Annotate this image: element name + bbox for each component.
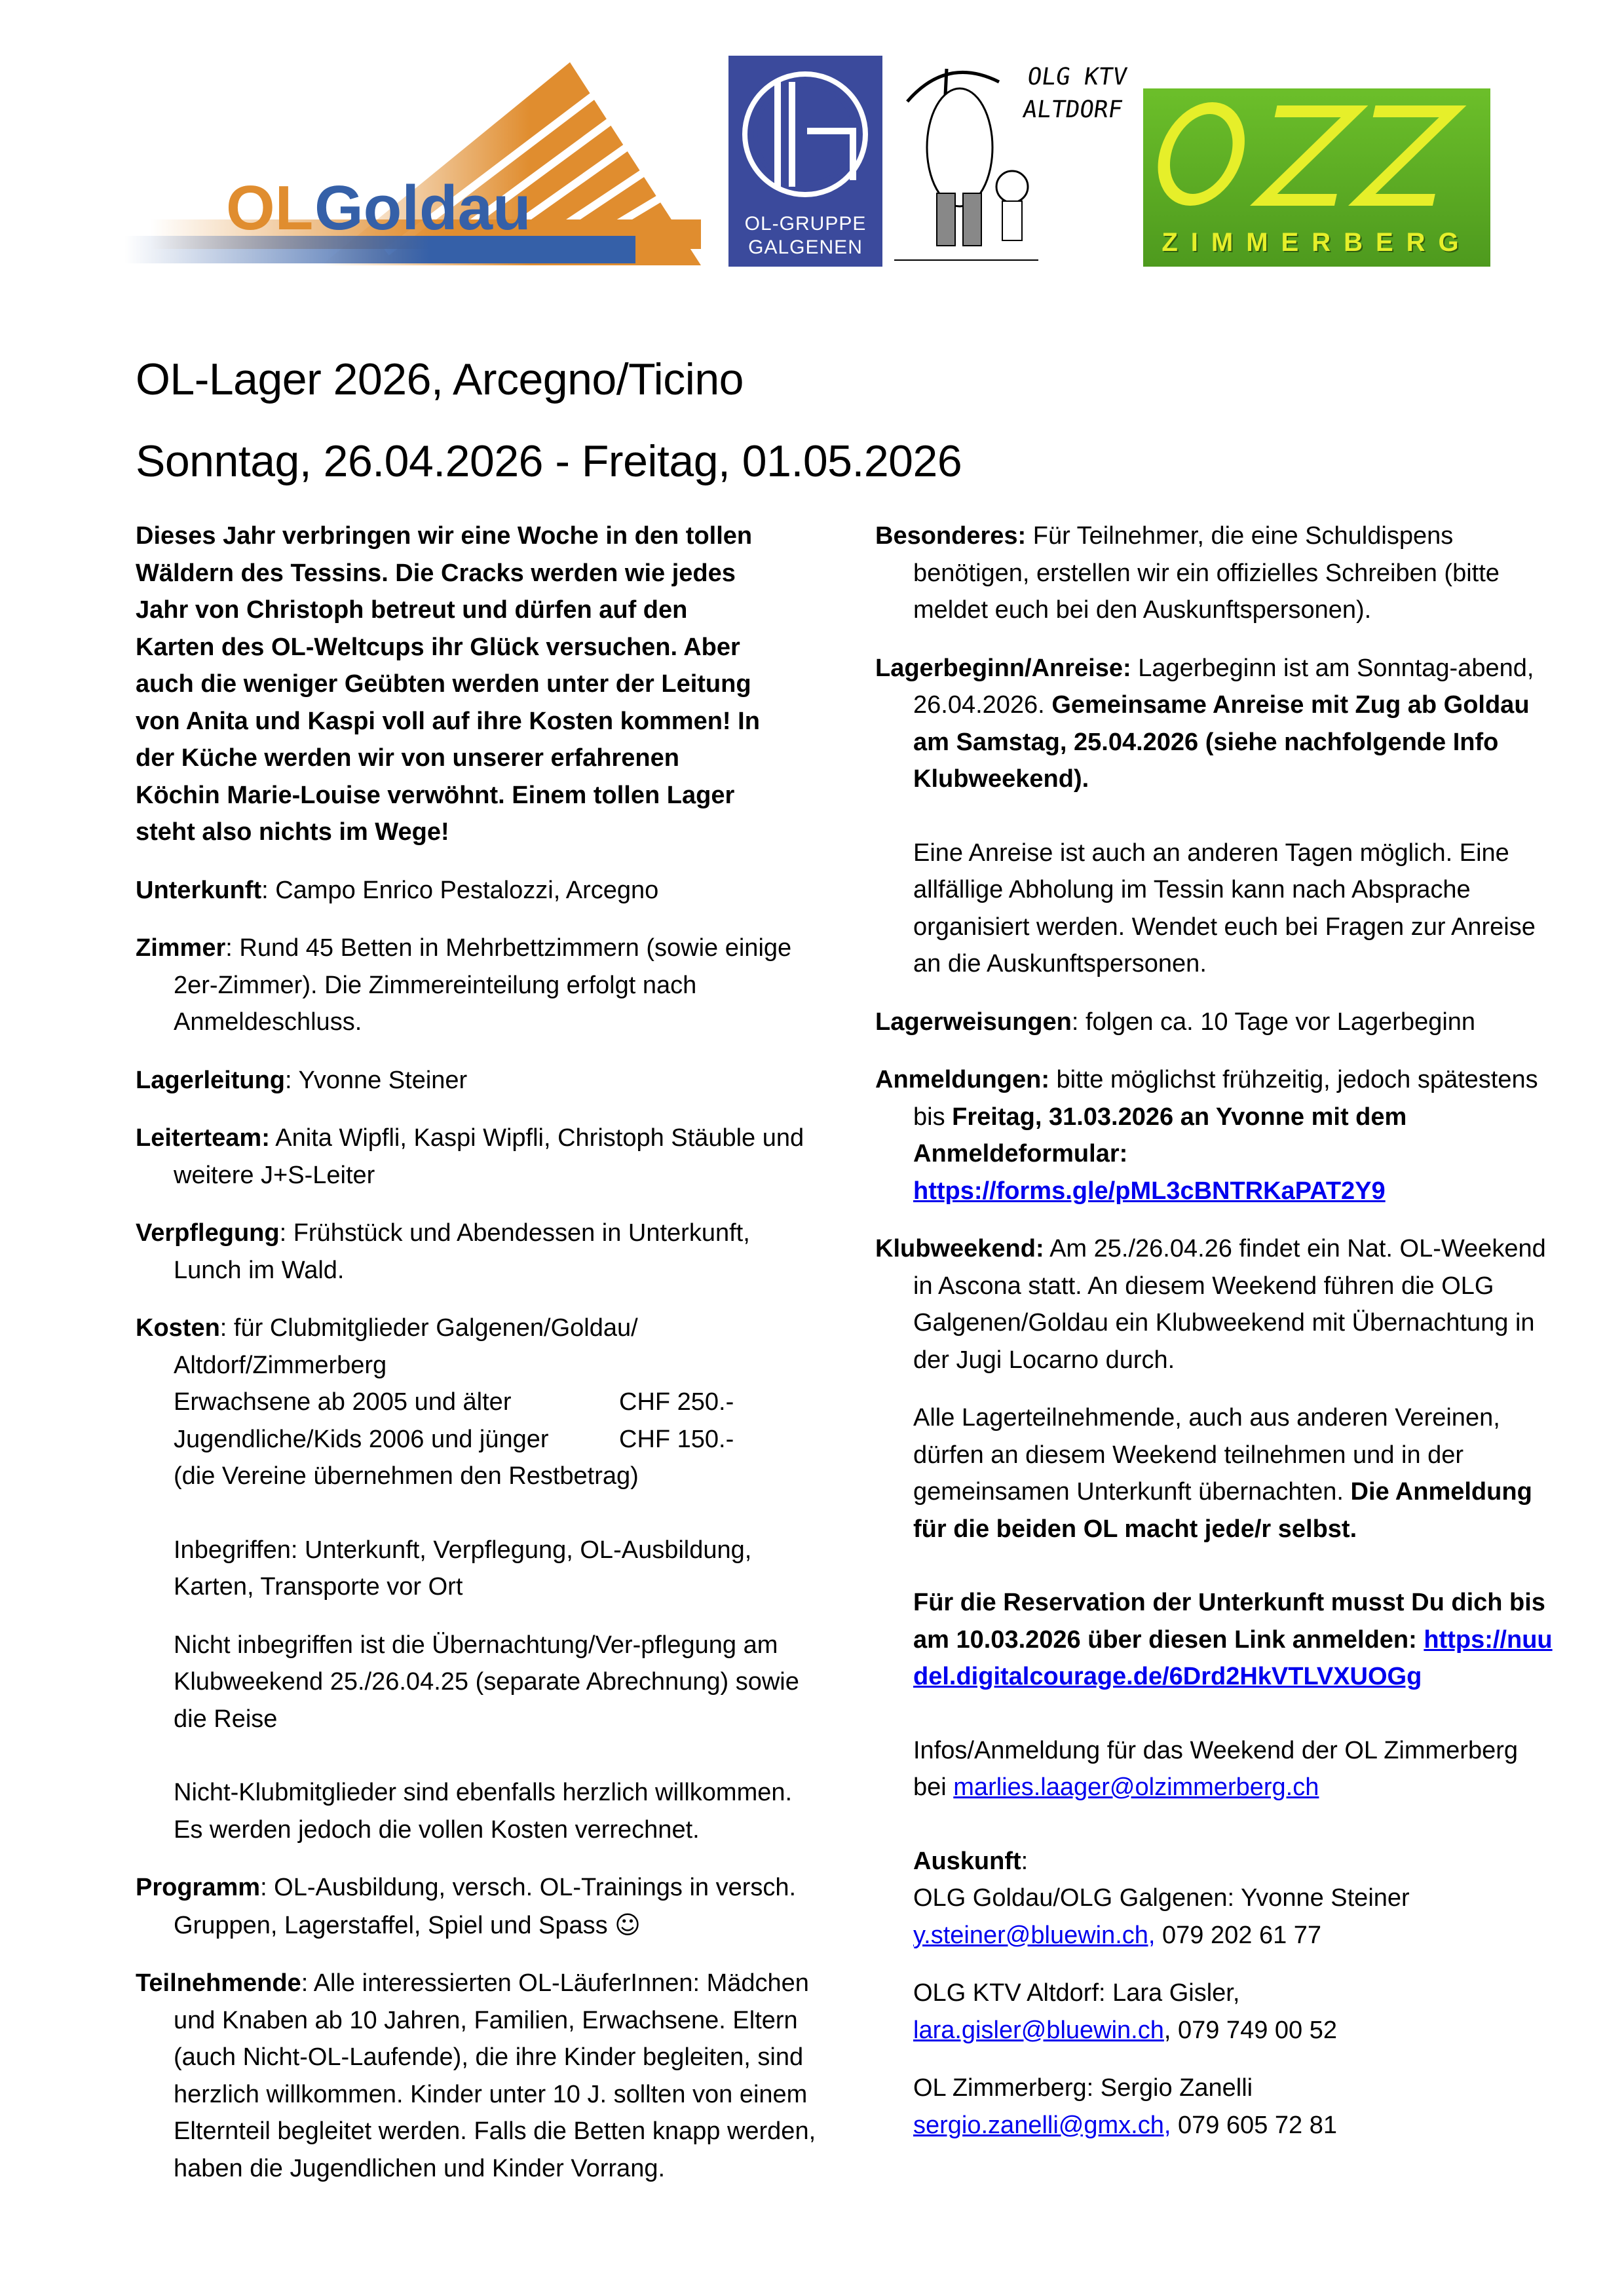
email-link[interactable]: y.steiner@bluewin.ch,	[913, 1921, 1156, 1949]
email-link[interactable]: lara.gisler@bluewin.ch	[913, 2016, 1164, 2044]
anreise-other: Eine Anreise ist auch an anderen Tagen möglich. Eine allfällige Abholung im Tessin kann nach Absprache organisiert werden. Wendet euch bei Fragen zur Anreise an die Auskunftspersonen.	[913, 839, 1536, 977]
section-kosten: Kosten: für Clubmitglieder Galgenen/Goldau/ Altdorf/Zimmerberg Erwachsene ab 2005 und älter CHF 250.- Jugendliche/Kids 2006 und jünger CHF 150.- (die Vereine übernehmen den Restbetrag) Inbegriffen: Unterkunft, Verpflegung, OL-Ausbildung, Karten, Transporte vor Ort Nicht inbegriffen ist die Übernachtung/Ver-pflegung am Klubweekend 25./26.04.25 (separate Abrechnung) sowie die Reise Nicht-Klubmitglieder sind ebenfalls herzlich willkommen. Es werden jedoch die vollen Kosten verrechnet.	[136, 1310, 817, 1848]
contact-goldau-galgenen: OLG Goldau/OLG Galgenen: Yvonne Steiner y.steiner@bluewin.ch, 079 202 61 77	[913, 1884, 1410, 1949]
zimmerberg-infos: Infos/Anmeldung für das Weekend der OL Zimmerberg bei marlies.laager@olzimmerberg.ch	[913, 1736, 1519, 1801]
email-link[interactable]: sergio.zanelli@gmx.ch,	[913, 2111, 1171, 2139]
klubweekend-alle: Alle Lagerteilnehmende, auch aus anderen Vereinen, dürfen an diesem Weekend teilnehmen und in der gemeinsamen Unterkunft übernachten. Die Anmeldung für die beiden OL macht jede/r selbst.	[913, 1404, 1532, 1543]
svg-text:OL: OL	[226, 173, 314, 243]
section-lagerbeginn: Lagerbeginn/Anreise: Lagerbeginn ist am Sonntag-abend, 26.04.2026. Gemeinsame Anreise mit Zug ab Goldau am Samstag, 25.04.2026 (siehe nachfolgende Info Klubweekend). Eine Anreise ist auch an anderen Tagen möglich. Eine allfällige Abholung im Tessin kann nach Absprache organisiert werden. Wendet euch bei Fragen zur Anreise an die Auskunftspersonen.	[875, 650, 1557, 983]
section-anmeldungen: Anmeldungen: bitte möglichst frühzeitig, jedoch spätestens bis Freitag, 31.03.2026 an Yvonne mit dem Anmeldeformular: https://forms.gle/pML3cBNTRKaPAT2Y9	[875, 1066, 1538, 1205]
zimmerberg-label: ZIMMERBERG	[1161, 228, 1472, 257]
inbegriffen: Inbegriffen: Unterkunft, Verpflegung, OL-Ausbildung, Karten, Transporte vor Ort	[174, 1536, 752, 1601]
price-table	[136, 1384, 817, 1848]
page-title: OL-Lager 2026, Arcegno/Ticino	[136, 354, 744, 404]
ol-gruppe-galgenen-logo	[728, 56, 882, 267]
altdorf-logo-text: OLG KTV ALTDORF	[1021, 64, 1129, 123]
intro-paragraph: Dieses Jahr verbringen wir eine Woche in den tollen Wäldern des Tessins. Die Cracks werden wie jedes Jahr von Christoph betreut und dürfen auf den Karten des OL-Weltcups ihr Glück versuchen. Aber auch die weniger Geübten werden unter der Leitung von Anita und Kaspi voll auf ihre Kosten kommen! In der Küche werden wir von unserer erfahrenen Köchin Marie-Louise verwöhnt. Einem tollen Lager steht also nichts im Wege!	[136, 522, 760, 846]
price-note: (die Vereine übernehmen den Restbetrag)	[174, 1462, 639, 1490]
left-column	[136, 518, 817, 2208]
svg-text:Goldau: Goldau	[314, 173, 531, 243]
anmeldeformular-link[interactable]: https://forms.gle/pML3cBNTRKaPAT2Y9	[913, 1177, 1386, 1205]
date-range: Sonntag, 26.04.2026 - Freitag, 01.05.2026	[136, 436, 962, 486]
nicht-inbegriffen: Nicht inbegriffen ist die Übernachtung/Ver-pflegung am Klubweekend 25./26.04.25 (separate Abrechnung) sowie die Reise	[174, 1631, 799, 1733]
section-verpflegung: Verpflegung: Frühstück und Abendessen in Unterkunft, Lunch im Wald.	[136, 1219, 750, 1284]
auskunft-heading: Auskunft	[913, 1847, 1021, 1875]
olg-ktv-altdorf-logo	[894, 56, 1130, 267]
section-klubweekend: Klubweekend: Am 25./26.04.26 findet ein Nat. OL-Weekend in Ascona statt. An diesem Weekend führen die OLG Galgenen/Goldau ein Klubweekend mit Übernachtung in der Jugi Locarno durch. Alle Lagerteilnehmende, auch aus anderen Vereinen, dürfen an diesem Weekend teilnehmen und in der gemeinsamen Unterkunft übernachten. Die Anmeldung für die beiden OL macht jede/r selbst. Für die Reservation der Unterkunft musst Du dich bis am 10.03.2026 über diesen Link anmelden: https://nuudel.digitalcourage.de/6Drd2HkVTLVXUOGg Infos/Anmeldung für das Weekend der OL Zimmerberg bei marlies.laager@olzimmerberg.ch	[875, 1230, 1557, 1843]
price-row: Erwachsene ab 2005 und älter CHF 250.-	[174, 1388, 734, 1416]
price-row: Jugendliche/Kids 2006 und jünger CHF 150.-	[174, 1425, 734, 1453]
olz-monogram-icon	[1143, 88, 1490, 219]
marlies-email-link[interactable]: marlies.laager@olzimmerberg.ch	[953, 1773, 1319, 1801]
section-leiterteam: Leiterteam: Anita Wipfli, Kaspi Wipfli, Christoph Stäuble und weitere J+S-Leiter	[136, 1124, 804, 1189]
reservation: Für die Reservation der Unterkunft musst Du dich bis am 10.03.2026 über diesen Link anmelden: https://nuudel.digitalcourage.de/6Drd2HkVTLVXUOGg	[913, 1589, 1553, 1690]
ol-zimmerberg-logo	[1143, 88, 1490, 267]
galgenen-line2: GALGENEN	[748, 237, 863, 258]
nicht-mitglieder: Nicht-Klubmitglieder sind ebenfalls herzlich willkommen. Es werden jedoch die vollen Kosten verrechnet.	[174, 1779, 793, 1844]
section-lagerleitung: Lagerleitung: Yvonne Steiner	[136, 1066, 468, 1094]
section-unterkunft: Unterkunft: Campo Enrico Pestalozzi, Arcegno	[136, 876, 659, 904]
contact-zimmerberg: OL Zimmerberg: Sergio Zanelli sergio.zanelli@gmx.ch, 079 605 72 81	[913, 2074, 1337, 2139]
section-zimmer: Zimmer: Rund 45 Betten in Mehrbettzimmern (sowie einige 2er-Zimmer). Die Zimmereinteilung erfolgt nach Anmeldeschluss.	[136, 934, 792, 1036]
right-column	[875, 518, 1557, 2144]
reservation-link[interactable]: https://nuudel.digitalcourage.de/6Drd2HkVTLVXUOGg	[913, 1625, 1553, 1690]
galgenen-line1: OL-GRUPPE	[744, 213, 867, 235]
ol-goldau-logo	[124, 62, 708, 272]
smiley-icon: ☺	[614, 1910, 641, 1939]
olg-monogram-icon	[728, 56, 882, 206]
section-besonderes: Besonderes: Für Teilnehmer, die eine Schuldispens benötigen, erstellen wir ein offizielles Schreiben (bitte meldet euch bei den Auskunftspersonen).	[875, 522, 1500, 624]
section-lagerweisungen: Lagerweisungen: folgen ca. 10 Tage vor Lagerbeginn	[875, 1008, 1476, 1036]
section-programm: Programm: OL-Ausbildung, versch. OL-Trainings in versch. Gruppen, Lagerstaffel, Spiel und Spass ☺	[136, 1874, 797, 1939]
hiker-drawing-icon	[894, 56, 1038, 267]
contact-altdorf: OLG KTV Altdorf: Lara Gisler, lara.gisler@bluewin.ch, 079 749 00 52	[913, 1979, 1337, 2044]
section-teilnehmende: Teilnehmende: Alle interessierten OL-LäuferInnen: Mädchen und Knaben ab 10 Jahren, Familien, Erwachsene. Eltern (auch Nicht-OL-Laufende), die ihre Kinder begleiten, sind herzlich willkommen. Kinder unter 10 J. sollten von einem Elternteil begleitet werden. Falls die Betten knapp werden, haben die Jugendlichen und Kinder Vorrang.	[136, 1969, 816, 2182]
section-auskunft: Auskunft: OLG Goldau/OLG Galgenen: Yvonne Steiner y.steiner@bluewin.ch, 079 202 61 77 OLG KTV Altdorf: Lara Gisler, lara.gisler@bluewin.ch, 079 749 00 52 OL Zimmerberg: Sergio Zanelli sergio.zanelli@gmx.ch, 079 605 72 81	[875, 1843, 1557, 2144]
ol-goldau-graphic-icon	[124, 62, 708, 272]
